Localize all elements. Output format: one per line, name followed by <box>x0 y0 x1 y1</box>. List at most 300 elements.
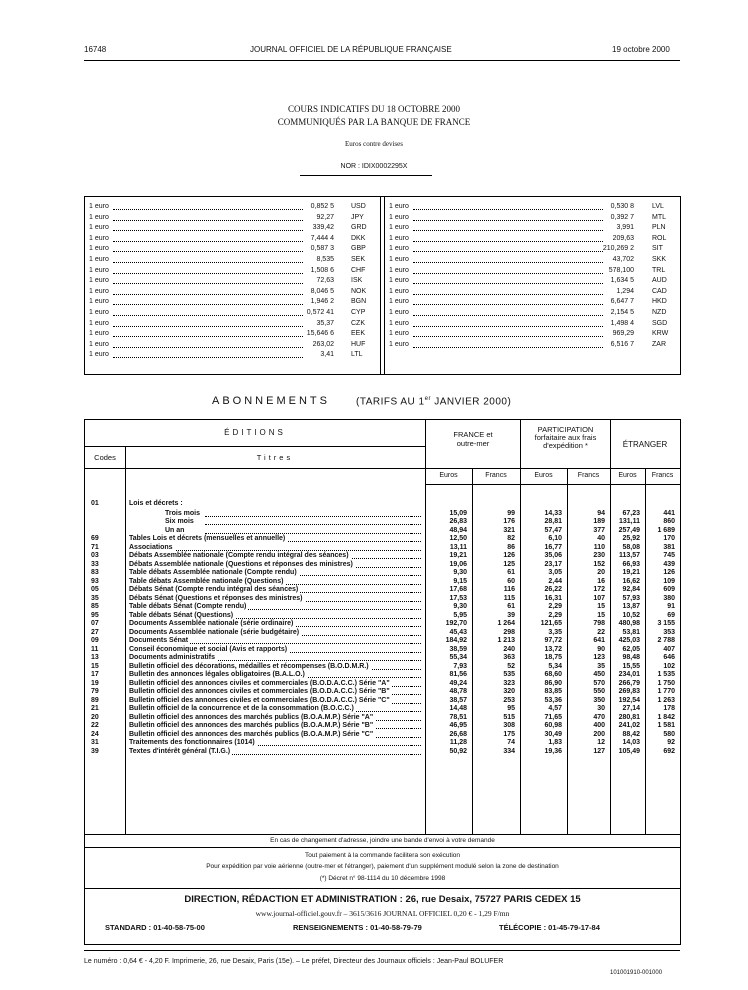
price-cell: 609 <box>663 586 675 593</box>
price-cell: 580 <box>663 730 675 738</box>
row-code: 33 <box>91 560 99 568</box>
price-cell: 3 155 <box>657 620 675 627</box>
exchange-rates-table <box>84 196 681 375</box>
rate-currency: HUF <box>351 340 366 348</box>
price-cell: 320 <box>503 688 515 695</box>
row-line <box>425 484 680 485</box>
price-cell: 46,95 <box>449 722 467 729</box>
price-cell: 88,42 <box>622 730 640 738</box>
rate-currency: BGN <box>351 298 367 306</box>
price-cell: 69 <box>667 611 675 619</box>
price-cell: 15,09 <box>449 509 467 517</box>
rate-currency: SGD <box>652 319 668 327</box>
price-cell: 60,98 <box>544 722 562 729</box>
price-cell: 9,30 <box>453 569 467 576</box>
price-cell: 2 788 <box>657 637 675 644</box>
row-code: 17 <box>91 671 99 678</box>
price-cell: 1 689 <box>657 526 675 534</box>
price-cell: 152 <box>593 560 605 568</box>
header-francs-2: Francs <box>577 472 600 479</box>
price-cell: 257,49 <box>618 526 640 534</box>
price-cell: 86,90 <box>544 679 562 687</box>
dot-leader <box>413 262 603 263</box>
rate-row <box>389 223 674 234</box>
row-title: Documents Sénat <box>129 637 189 644</box>
rate-value: 210,269 2 <box>602 245 634 253</box>
price-cell: 170 <box>663 535 675 542</box>
dot-leader <box>113 315 303 316</box>
rate-currency: AUD <box>652 277 667 285</box>
rate-label: 1 euro <box>389 224 409 232</box>
header-francs-3: Francs <box>651 472 674 479</box>
price-cell: 515 <box>503 713 515 721</box>
price-cell: 68,60 <box>544 671 562 678</box>
dot-leader <box>413 251 603 252</box>
note-decree: (*) Décret n° 98-1114 du 10 décembre 1998 <box>319 875 446 882</box>
rate-label: 1 euro <box>389 319 409 327</box>
row-title: Bulletin officiel de la concurrence et de la consommation (B.O.C.C.) <box>129 705 354 712</box>
price-cell: 692 <box>663 747 675 755</box>
subscription-row <box>85 714 680 723</box>
price-cell: 1 535 <box>657 671 675 678</box>
row-title: Bulletin officiel des décorations, médailles et récompenses (B.O.D.M.R.) <box>129 662 369 670</box>
price-cell: 860 <box>663 518 675 525</box>
row-code: 85 <box>91 603 99 610</box>
rate-label: 1 euro <box>389 277 409 285</box>
rate-currency: TRL <box>652 266 666 274</box>
price-cell: 97,72 <box>544 637 562 644</box>
price-cell: 52 <box>507 662 515 670</box>
rate-label: 1 euro <box>389 308 409 316</box>
renseignements-phone: RENSEIGNEMENTS : 01-40-58-79-79 <box>293 923 422 932</box>
price-cell: 17,53 <box>449 594 467 602</box>
subscription-row <box>85 561 680 570</box>
tarifs-sup: er <box>424 396 431 402</box>
rate-label: 1 euro <box>89 203 109 210</box>
row-title: Documents Assemblée nationale (série ordinaire) <box>129 620 294 627</box>
price-cell: 200 <box>593 730 605 738</box>
price-cell: 350 <box>593 696 605 704</box>
price-cell: 4,57 <box>548 705 562 712</box>
row-title: Bulletin des annonces légales obligatoires (B.A.L.O.) <box>129 671 305 678</box>
price-cell: 61 <box>507 603 515 610</box>
subscription-row <box>85 731 680 740</box>
header-euros-2: Euros <box>534 472 553 479</box>
rate-value: 0,530 8 <box>610 203 634 210</box>
rate-value: 0,392 7 <box>610 213 634 221</box>
subscription-row <box>85 586 680 595</box>
rate-value: 969,29 <box>612 330 634 338</box>
subscription-row <box>85 518 680 527</box>
price-cell: 321 <box>503 526 515 534</box>
price-cell: 280,81 <box>618 713 640 721</box>
subscription-row <box>85 705 680 714</box>
price-cell: 40 <box>597 535 605 542</box>
rate-value: 2,154 5 <box>610 308 634 316</box>
price-cell: 19,21 <box>622 569 640 576</box>
rate-currency: ROL <box>652 234 667 242</box>
rate-row <box>89 213 374 224</box>
rate-value: 6,516 7 <box>610 340 634 348</box>
rate-label: 1 euro <box>89 213 109 221</box>
dot-leader <box>113 347 303 348</box>
price-cell: 425,03 <box>618 637 640 644</box>
row-title: Conseil économique et social (Avis et rapports) <box>129 645 288 653</box>
row-code: 39 <box>91 747 99 755</box>
price-cell: 230 <box>593 552 605 559</box>
rate-row <box>89 287 374 298</box>
rate-label: 1 euro <box>89 277 109 285</box>
row-title: Table débats Sénat (Compte rendu) <box>129 603 247 610</box>
price-cell: 67,23 <box>622 509 640 517</box>
rate-label: 1 euro <box>389 340 409 348</box>
dot-leader <box>411 626 421 627</box>
price-cell: 94 <box>597 509 605 517</box>
dot-leader <box>113 251 303 252</box>
price-cell: 19,21 <box>449 552 467 559</box>
price-cell: 74 <box>507 739 515 746</box>
price-cell: 25,92 <box>622 535 640 542</box>
price-cell: 172 <box>593 586 605 593</box>
price-cell: 441 <box>663 509 675 517</box>
header-france: FRANCE et outre-mer <box>453 430 493 448</box>
subscription-row <box>85 637 680 646</box>
row-line <box>85 847 680 848</box>
price-cell: 2,29 <box>548 611 562 619</box>
row-code: 20 <box>91 713 99 721</box>
dot-leader <box>413 220 603 221</box>
telecopie-phone: TÉLÉCOPIE : 01-45-79-17-84 <box>499 923 600 932</box>
price-cell: 298 <box>503 628 515 636</box>
subscription-row <box>85 603 680 612</box>
rate-row <box>389 319 674 330</box>
price-cell: 13,87 <box>622 603 640 610</box>
price-cell: 82 <box>507 535 515 542</box>
price-cell: 35,06 <box>544 552 562 559</box>
note-air: Pour expédition par voie aérienne (outre-mer et l'étranger), paiement d'un supplément modulé selon la zone de destination <box>206 863 559 870</box>
rate-value: 209,63 <box>612 234 634 242</box>
cours-title-2: COMMUNIQUÉS PAR LA BANQUE DE FRANCE <box>277 117 471 127</box>
journal-title: JOURNAL OFFICIEL DE LA RÉPUBLIQUE FRANÇAISE <box>250 45 452 54</box>
dot-leader <box>413 326 603 327</box>
header-codes: Codes <box>94 453 116 462</box>
price-cell: 12 <box>597 739 605 746</box>
row-title: Traitements des fonctionnaires (1014) <box>129 739 255 746</box>
rate-label: 1 euro <box>89 245 109 253</box>
price-cell: 323 <box>503 679 515 687</box>
price-cell: 18,75 <box>544 654 562 661</box>
dot-leader <box>205 516 421 517</box>
rate-currency: ISK <box>351 277 363 285</box>
price-cell: 14,48 <box>449 705 467 712</box>
rate-row <box>89 223 374 234</box>
price-cell: 110 <box>593 543 605 551</box>
dot-leader <box>113 220 303 221</box>
rate-label: 1 euro <box>89 340 109 348</box>
row-title: Bulletin officiel des annonces civiles et commerciales (B.O.D.A.C.C.) Série "A" <box>129 679 390 687</box>
rate-value: 6,647 7 <box>610 298 634 306</box>
dot-leader <box>413 241 603 242</box>
rate-value: 1,498 4 <box>610 319 634 327</box>
header-euros-1: Euros <box>439 472 458 479</box>
price-cell: 116 <box>503 586 515 593</box>
rate-label: 1 euro <box>89 330 109 338</box>
dot-leader <box>411 694 421 695</box>
dot-leader <box>113 294 303 295</box>
row-code: 69 <box>91 535 99 542</box>
price-cell: 102 <box>663 662 675 670</box>
rate-row <box>89 329 374 340</box>
dot-leader <box>411 660 421 661</box>
price-cell: 1 750 <box>657 679 675 687</box>
row-code: 21 <box>91 705 99 712</box>
price-cell: 109 <box>663 577 675 585</box>
rate-value: 35,37 <box>316 319 334 327</box>
rate-label: 1 euro <box>389 213 409 221</box>
rates-right-column <box>389 202 674 350</box>
price-cell: 113,57 <box>618 552 640 559</box>
header-titres: Titres <box>256 453 294 462</box>
rate-value: 1,946 2 <box>310 298 334 306</box>
price-cell: 1 581 <box>657 722 675 729</box>
subscription-row <box>85 680 680 689</box>
rate-label: 1 euro <box>389 330 409 338</box>
price-cell: 91 <box>667 603 675 610</box>
tarifs-heading <box>356 396 511 407</box>
footer-line: Le numéro : 0,64 € - 4,20 F. Imprimerie, 26, rue Desaix, Paris (15e). – Le préfet, Directeur des Journaux officiels : Jean-Paul BOLUFER <box>84 958 504 965</box>
price-cell: 78,51 <box>449 713 467 721</box>
row-code: 09 <box>91 637 99 644</box>
price-cell: 253 <box>503 696 515 704</box>
subscription-row <box>85 688 680 697</box>
price-cell: 15 <box>597 603 605 610</box>
row-code: 05 <box>91 586 99 593</box>
price-cell: 57,93 <box>622 594 640 602</box>
rate-value: 15,646 6 <box>306 330 334 338</box>
dot-leader <box>411 720 421 721</box>
price-cell: 1 770 <box>657 688 675 695</box>
column-divider <box>380 197 385 374</box>
subscription-row <box>85 510 680 519</box>
rate-currency: USD <box>351 203 366 210</box>
dot-leader <box>411 643 421 644</box>
rate-label: 1 euro <box>389 298 409 306</box>
price-cell: 57,47 <box>544 526 562 534</box>
dot-leader <box>411 541 421 542</box>
rate-row <box>89 276 374 287</box>
rate-row <box>89 340 374 351</box>
price-cell: 5,95 <box>453 611 467 619</box>
price-cell: 380 <box>663 594 675 602</box>
price-cell: 13,72 <box>544 645 562 653</box>
price-cell: 50,92 <box>449 747 467 755</box>
price-cell: 126 <box>503 552 515 559</box>
price-cell: 9,15 <box>453 577 467 585</box>
price-cell: 745 <box>663 552 675 559</box>
price-cell: 126 <box>663 569 675 576</box>
rate-row <box>389 287 674 298</box>
dot-leader <box>411 609 421 610</box>
dot-leader <box>413 315 603 316</box>
price-cell: 22 <box>597 628 605 636</box>
subscription-row <box>85 748 680 757</box>
row-title: Documents administratifs <box>129 654 215 661</box>
rate-value: 43,702 <box>612 255 634 263</box>
dot-leader <box>411 592 421 593</box>
price-cell: 269,83 <box>618 688 640 695</box>
rate-currency: PLN <box>652 224 666 232</box>
rate-row <box>389 329 674 340</box>
dot-leader <box>411 533 421 534</box>
price-cell: 798 <box>593 620 605 627</box>
rate-value: 92,27 <box>316 213 334 221</box>
rate-row <box>89 308 374 319</box>
direction-line: DIRECTION, RÉDACTION ET ADMINISTRATION : 26, rue Desaix, 75727 PARIS CEDEX 15 <box>184 894 581 905</box>
price-cell: 12,50 <box>449 535 467 542</box>
rate-value: 3,41 <box>320 351 334 359</box>
dot-leader <box>113 336 303 337</box>
row-title: Lois et décrets : <box>129 500 183 507</box>
price-cell: 266,79 <box>618 679 640 687</box>
price-cell: 99 <box>507 509 515 517</box>
rate-currency: JPY <box>351 213 364 221</box>
price-cell: 377 <box>593 526 605 534</box>
price-cell: 439 <box>663 560 675 568</box>
dot-leader <box>413 294 603 295</box>
rate-currency: GBP <box>351 245 366 253</box>
subscription-row <box>85 739 680 748</box>
row-title: Bulletin officiel des annonces des marchés publics (B.O.A.M.P.) Série "B" <box>129 722 374 729</box>
dot-leader <box>411 711 421 712</box>
rate-row <box>389 266 674 277</box>
price-cell: 10,52 <box>622 611 640 619</box>
row-title: Tables Lois et décrets (mensuelles et annuelle) <box>129 535 286 542</box>
row-title: Débats Assemblée nationale (Questions et réponses des ministres) <box>129 560 353 568</box>
rate-currency: GRD <box>351 224 367 232</box>
rate-value: 1,294 <box>616 287 634 295</box>
rate-currency: CAD <box>652 287 667 295</box>
row-title: Bulletin officiel des annonces civiles et commerciales (B.O.D.A.C.C.) Série "B" <box>129 688 390 695</box>
price-cell: 535 <box>503 671 515 678</box>
dot-leader <box>411 703 421 704</box>
subscription-row <box>85 612 680 621</box>
note-address: En cas de changement d'adresse, joindre une bande d'envoi à votre demande <box>270 837 495 844</box>
rate-currency: KRW <box>652 330 669 338</box>
price-cell: 19,36 <box>544 747 562 755</box>
rate-currency: LTL <box>351 351 363 359</box>
rate-label: 1 euro <box>89 266 109 274</box>
rate-value: 8,046 5 <box>310 287 334 295</box>
rate-label: 1 euro <box>89 224 109 232</box>
rate-row <box>89 319 374 330</box>
price-cell: 62,05 <box>622 645 640 653</box>
dot-leader <box>113 262 303 263</box>
price-cell: 95 <box>507 705 515 712</box>
price-cell: 105,49 <box>618 747 640 755</box>
price-cell: 2,29 <box>548 603 562 610</box>
rate-label: 1 euro <box>389 245 409 253</box>
price-cell: 53,36 <box>544 696 562 704</box>
rate-row <box>89 202 374 213</box>
price-cell: 58,08 <box>622 543 640 551</box>
nor-rule <box>300 175 432 176</box>
price-cell: 1 263 <box>657 696 675 704</box>
row-title: Bulletin officiel des annonces des marchés publics (B.O.A.M.P.) Série "A" <box>129 713 374 721</box>
dot-leader <box>113 357 303 358</box>
price-cell: 123 <box>593 654 605 661</box>
price-cell: 176 <box>503 518 515 525</box>
price-cell: 192,54 <box>618 696 640 704</box>
price-cell: 66,93 <box>622 560 640 568</box>
rate-label: 1 euro <box>89 319 109 327</box>
dot-leader <box>413 304 603 305</box>
subscriptions-table <box>84 419 681 945</box>
price-cell: 1,83 <box>548 739 562 746</box>
rate-row <box>389 340 674 351</box>
price-cell: 240 <box>503 645 515 653</box>
row-title: Débats Assemblée nationale (Compte rendu intégral des séances) <box>129 552 349 559</box>
page-number: 16748 <box>84 45 107 54</box>
price-cell: 6,10 <box>548 535 562 542</box>
price-cell: 83,85 <box>544 688 562 695</box>
row-code: 95 <box>91 611 99 619</box>
dot-leader <box>205 533 421 534</box>
price-cell: 38,59 <box>449 645 467 653</box>
rate-currency: MTL <box>652 213 666 221</box>
price-cell: 407 <box>663 645 675 653</box>
price-cell: 98,48 <box>622 654 640 661</box>
dot-leader <box>411 567 421 568</box>
rate-row <box>89 297 374 308</box>
price-cell: 646 <box>663 654 675 661</box>
dot-leader <box>113 326 303 327</box>
rate-row <box>389 276 674 287</box>
dot-leader <box>411 550 421 551</box>
price-cell: 470 <box>593 713 605 721</box>
price-cell: 19,06 <box>449 560 467 568</box>
price-cell: 15,55 <box>622 662 640 670</box>
tarifs-suffix: JANVIER 2000) <box>430 396 512 408</box>
price-cell: 26,22 <box>544 586 562 593</box>
price-cell: 480,98 <box>618 620 640 627</box>
price-cell: 92,84 <box>622 586 640 593</box>
row-title: Associations <box>129 543 173 551</box>
price-cell: 23,17 <box>544 560 562 568</box>
rate-currency: SIT <box>652 245 663 253</box>
row-code: 19 <box>91 679 99 687</box>
rate-currency: DKK <box>351 234 366 242</box>
price-cell: 45,43 <box>449 628 467 636</box>
dot-leader <box>113 304 303 305</box>
dot-leader <box>113 209 303 210</box>
price-cell: 363 <box>503 654 515 661</box>
rate-currency: CZK <box>351 319 365 327</box>
rate-row <box>89 350 374 361</box>
dot-leader <box>411 652 421 653</box>
rate-value: 0,852 5 <box>310 203 334 210</box>
price-cell: 27,14 <box>622 705 640 712</box>
dot-leader <box>205 524 421 525</box>
price-cell: 49,24 <box>449 679 467 687</box>
price-cell: 30,49 <box>544 730 562 738</box>
price-cell: 1 213 <box>497 637 515 644</box>
cours-subtitle: Euros contre devises <box>345 140 403 148</box>
header-euros-3: Euros <box>618 472 637 479</box>
price-cell: 16 <box>597 577 605 585</box>
rate-row <box>389 308 674 319</box>
website-line: www.journal-officiel.gouv.fr – 3615/3616 JOURNAL OFFICIEL 0,20 € - 1,29 F/mn <box>255 909 510 918</box>
dot-leader <box>413 283 603 284</box>
